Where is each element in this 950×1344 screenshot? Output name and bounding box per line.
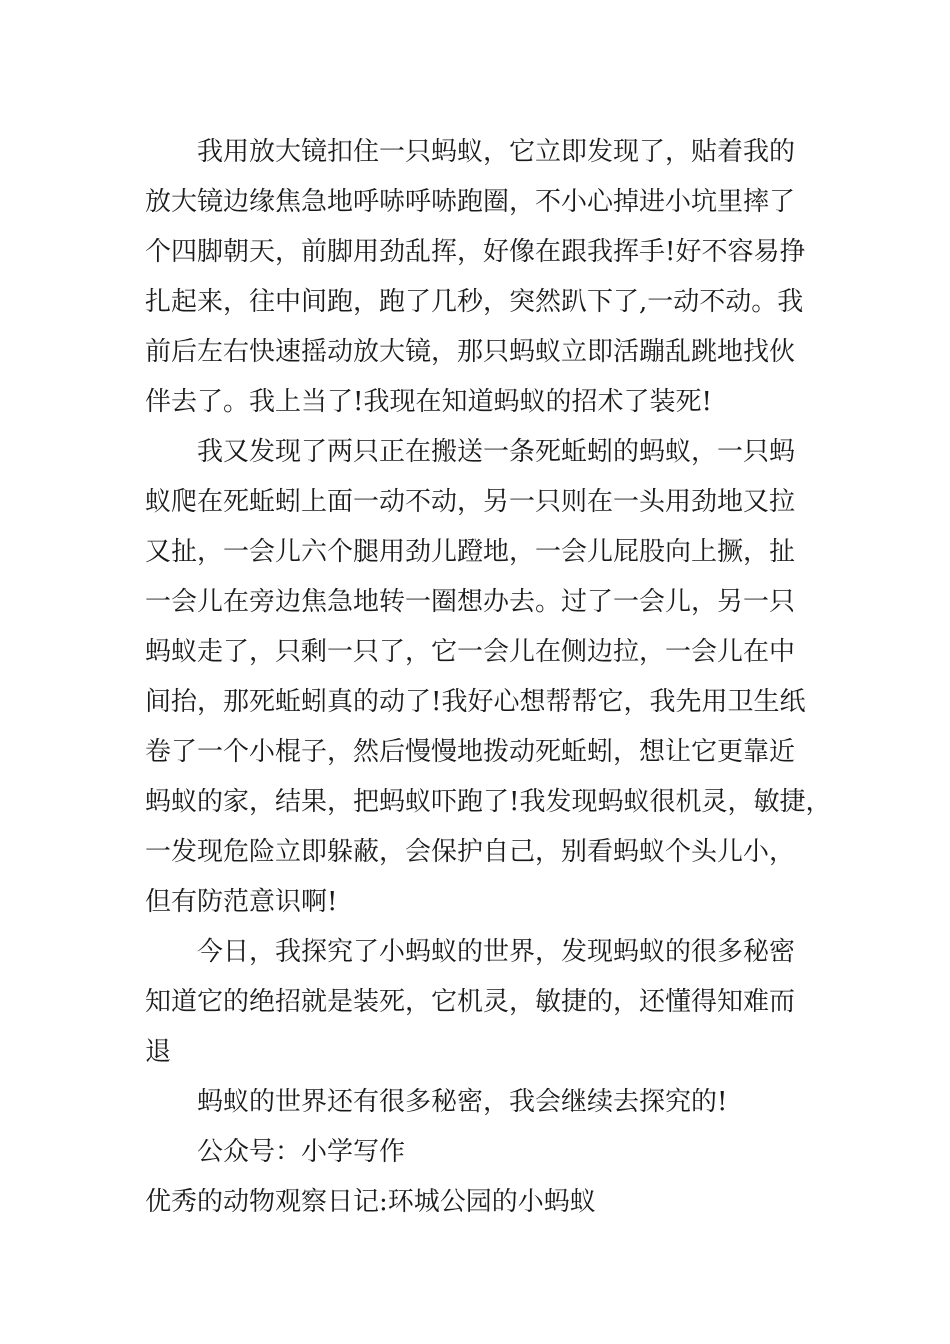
text-line: 扎起来，往中间跑，跑了几秒，突然趴下了,一动不动。我 <box>145 287 804 317</box>
text-line: 个四脚朝天，前脚用劲乱挥，好像在跟我挥手!好不容易挣 <box>145 237 806 267</box>
text-line: 卷了一个小棍子，然后慢慢地拨动死蚯蚓，想让它更靠近 <box>145 737 796 767</box>
text-line: 放大镜边缘焦急地呼哧呼哧跑圈，不小心掉进小坑里摔了 <box>145 187 796 217</box>
text-line: 但有防范意识啊! <box>145 887 338 917</box>
text-line: 蚁爬在死蚯蚓上面一动不动，另一只则在一头用劲地又拉 <box>145 487 796 517</box>
next-title-text: 优秀的动物观察日记:环城公园的小蚂蚁 <box>145 1187 596 1217</box>
text-line: 前后左右快速摇动放大镜，那只蚂蚁立即活蹦乱跳地找伙 <box>145 337 796 367</box>
document-body <box>145 127 832 1227</box>
text-line: 一发现危险立即躲蔽，会保护自己，别看蚂蚁个头儿小， <box>145 837 796 867</box>
text-line: 又扯，一会儿六个腿用劲儿蹬地，一会儿屁股向上撅，扯 <box>145 537 796 567</box>
text-line: 一会儿在旁边焦急地转一圈想办去。过了一会儿，另一只 <box>145 587 796 617</box>
text-line: 今日，我探究了小蚂蚁的世界，发现蚂蚁的很多秘密 <box>197 937 796 967</box>
text-line: 伴去了。我上当了!我现在知道蚂蚁的招术了装死! <box>145 387 712 417</box>
text-line: 退 <box>145 1037 172 1067</box>
text-line: 我用放大镜扣住一只蚂蚁，它立即发现了，贴着我的 <box>197 137 796 167</box>
paragraph-2 <box>145 427 832 927</box>
paragraph-3 <box>145 927 815 1077</box>
paragraph-1 <box>145 127 815 427</box>
account-line <box>145 1127 815 1177</box>
account-text: 公众号：小学写作 <box>197 1137 406 1167</box>
text-line: 蚂蚁走了，只剩一只了，它一会儿在侧边拉，一会儿在中 <box>145 637 796 667</box>
next-article-title <box>145 1177 815 1227</box>
text-line: 蚂蚁的世界还有很多秘密，我会继续去探究的! <box>197 1087 728 1117</box>
text-line: 蚂蚁的家，结果，把蚂蚁吓跑了!我发现蚂蚁很机灵，敏捷， <box>145 787 832 817</box>
paragraph-4 <box>145 1077 815 1127</box>
text-line: 知道它的绝招就是装死，它机灵，敏捷的，还懂得知难而 <box>145 987 796 1017</box>
text-line: 间抬，那死蚯蚓真的动了!我好心想帮帮它，我先用卫生纸 <box>145 687 806 717</box>
text-line: 我又发现了两只正在搬送一条死蚯蚓的蚂蚁，一只蚂 <box>197 437 796 467</box>
